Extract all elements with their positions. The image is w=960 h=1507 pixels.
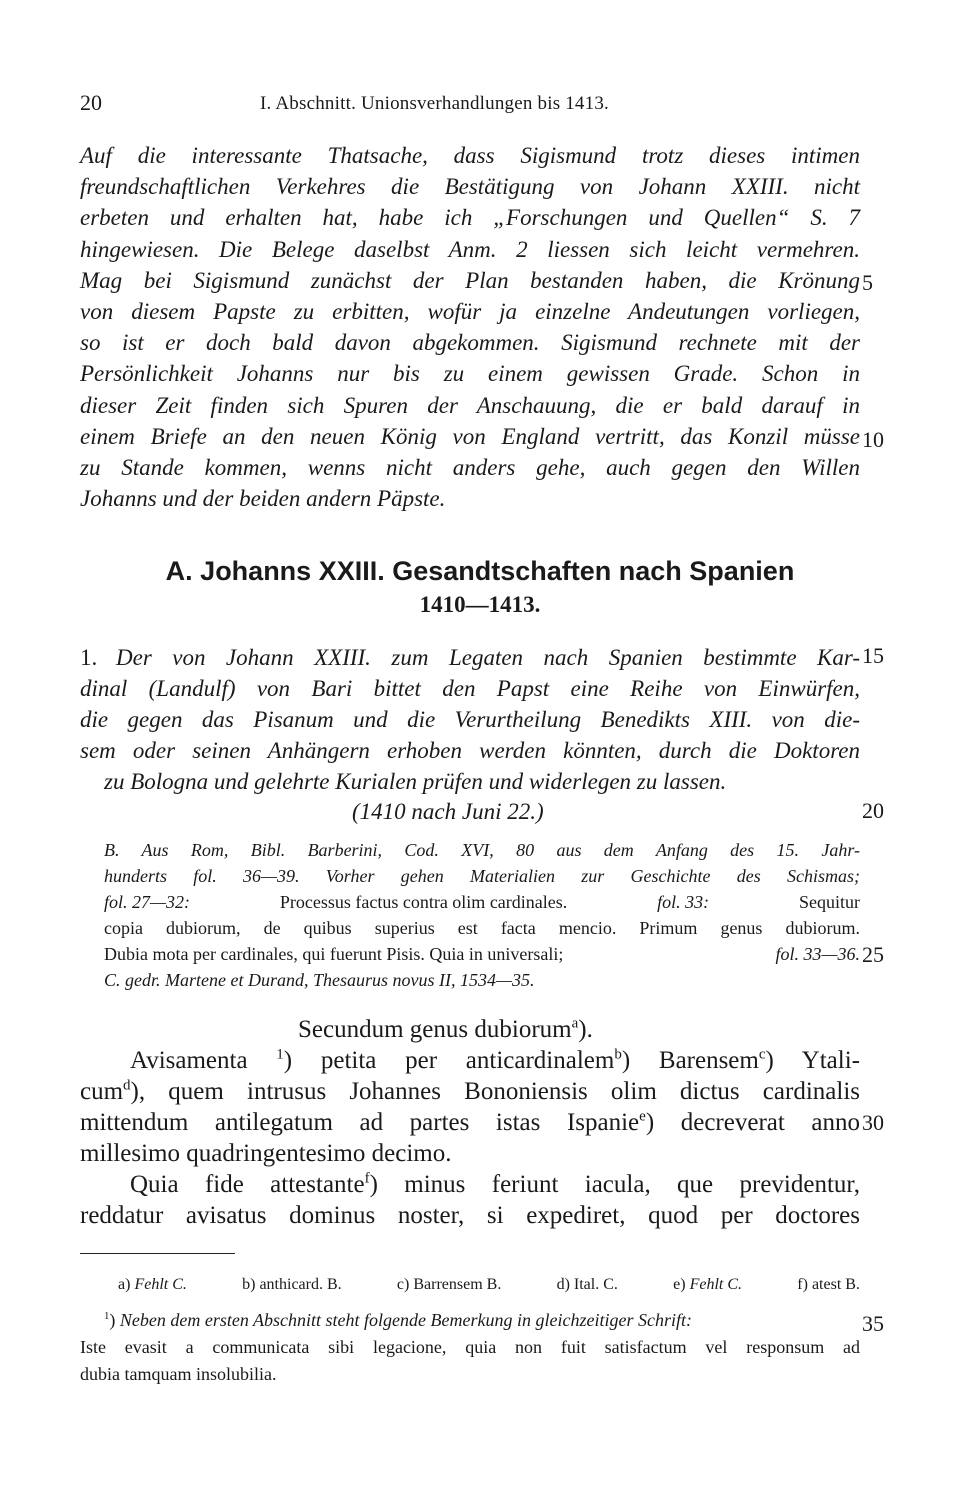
- text-line: reddatur avisatus dominus noster, si expediret, quod per doctores: [80, 1202, 860, 1229]
- variant-note: [118, 1276, 187, 1294]
- section-heading: A. Johanns XXIII. Gesandtschaften nach Spanien: [165, 556, 795, 586]
- variant-label: c): [396, 1276, 410, 1293]
- section-years: 1410—1413.: [419, 592, 541, 617]
- text-span: Ytali-: [801, 1047, 860, 1074]
- regest-line: dinal (Landulf) von Bari bittet den Papst eine Reihe von Einwürfen,: [80, 676, 860, 701]
- document-number: 1.: [80, 645, 98, 670]
- note-mark: e: [639, 1108, 646, 1125]
- text-line: mittendum antilegatum ad partes istas Ispanie$^e$) decreverat anno: [80, 1108, 860, 1136]
- text-span: , quem intrusus Johannes Bononiensis olim dictus cardinalis: [138, 1078, 860, 1105]
- line-number: 20: [862, 798, 884, 823]
- text-title-words: Secundum genus dubiorum: [298, 1016, 572, 1043]
- line-number: 30: [862, 1110, 884, 1135]
- variant-label: e): [673, 1276, 686, 1293]
- text-line: cum$^d$), quem intrusus Johannes Bononiensis olim dictus cardinalis: [80, 1077, 860, 1105]
- variant-text: Fehlt C.: [689, 1276, 743, 1293]
- text-span: decreverat anno: [680, 1109, 860, 1136]
- intro-line: einem Briefe an den neuen König von England vertritt, das Konzil müsse: [80, 424, 860, 449]
- variant-text: Ital. C.: [573, 1276, 618, 1293]
- regest-line: zu Bologna und gelehrte Kurialen prüfen und widerlegen zu lassen.: [104, 769, 727, 794]
- variant-note: [557, 1276, 618, 1294]
- text-span: Avisamenta: [130, 1047, 248, 1074]
- variant-text: atest B.: [811, 1276, 860, 1293]
- intro-line: erbeten und erhalten hat, habe ich „Forschungen und Quellen“ S. 7: [80, 205, 860, 230]
- source-latin: Processus factus contra olim cardinales.: [279, 892, 568, 912]
- source-latin: Sequitur: [798, 892, 860, 912]
- variant-note: [242, 1276, 342, 1294]
- note-mark: d: [123, 1077, 131, 1094]
- text-line: Quia fide attestante$^f$) minus feriunt iacula, que previdentur,: [130, 1170, 860, 1198]
- intro-line: freundschaftlichen Verkehres die Bestätigung von Johann XXIII. nicht: [80, 174, 860, 199]
- regest-line: Der von Johann XXIII. zum Legaten nach Spanien bestimmte Kar-: [116, 645, 860, 670]
- source-line: [104, 944, 860, 965]
- footnote-rule: [80, 1253, 235, 1254]
- variant-label: f): [797, 1276, 808, 1293]
- intro-line: Mag bei Sigismund zunächst der Plan bestanden haben, die Krönung: [80, 268, 860, 293]
- source-latin: Dubia mota per cardinales, qui fuerunt Pisis. Quia in universali;: [104, 944, 564, 964]
- footnote-line: dubia tamquam insolubilia.: [80, 1364, 277, 1384]
- source-fol: fol. 33:: [657, 892, 710, 912]
- text-span: Quia fide attestante: [130, 1171, 365, 1198]
- source-line: C. gedr. Martene et Durand, Thesaurus novus II, 1534—35.: [104, 970, 535, 990]
- source-line: B. Aus Rom, Bibl. Barberini, Cod. XVI, 80 aus dem Anfang des 15. Jahr-: [104, 840, 860, 860]
- note-mark: b: [614, 1046, 622, 1063]
- line-number: 15: [862, 643, 884, 668]
- intro-line: Johanns und der beiden andern Päpste.: [80, 486, 446, 511]
- text-span: minus feriunt iacula, que previdentur,: [404, 1171, 860, 1198]
- line-number: 5: [862, 270, 873, 295]
- regest-first-line: [80, 645, 860, 671]
- intro-line: zu Stande kommen, wenns nicht anders gehe, auch gegen den Willen: [80, 455, 860, 480]
- variant-text: anthicard. B.: [259, 1276, 342, 1293]
- text-span: mittendum antilegatum ad partes istas Ispanie: [80, 1109, 640, 1136]
- text-span: petita per anticardinalem: [320, 1047, 615, 1074]
- text-title: Secundum genus dubiorum$^a$).: [298, 1015, 593, 1043]
- footnote-line: Iste evasit a communicata sibi legacione, quia non fuit satisfactum vel responsum ad: [80, 1337, 860, 1357]
- variant-label: a): [118, 1276, 131, 1293]
- variant-notes: [118, 1276, 860, 1294]
- page-number: 20: [80, 90, 102, 115]
- text-line: Avisamenta $^1$) petita per anticardinalem$^b$) Barensem$^c$) Ytali-: [130, 1046, 860, 1074]
- variant-text: Barrensem B.: [413, 1276, 502, 1293]
- variant-note: [797, 1276, 860, 1294]
- note-mark: f: [364, 1170, 370, 1187]
- running-title: I. Abschnitt. Unionsverhandlungen bis 1413.: [260, 93, 609, 114]
- footnote-line: $^1$) Neben dem ersten Abschnitt steht folgende Bemerkung in gleichzeitiger Schrift:: [104, 1310, 692, 1330]
- text-line: millesimo quadringentesimo decimo.: [80, 1140, 452, 1167]
- variant-note: [673, 1276, 742, 1294]
- text-span: Barensem: [658, 1047, 759, 1074]
- variant-text: Fehlt C.: [134, 1276, 187, 1293]
- line-number: 25: [862, 942, 884, 967]
- source-line: copia dubiorum, de quibus superius est facta mencio. Primum genus dubiorum.: [104, 918, 860, 938]
- regest-date: (1410 nach Juni 22.): [352, 799, 544, 824]
- text-span: cum: [80, 1078, 124, 1105]
- note-mark: c: [758, 1046, 766, 1063]
- intro-line: von diesem Papste zu erbitten, wofür ja einzelne Andeutungen vorliegen,: [80, 299, 860, 324]
- intro-line: Auf die interessante Thatsache, dass Sigismund trotz dieses intimen: [80, 143, 860, 168]
- intro-line: hingewiesen. Die Belege daselbst Anm. 2 liessen sich leicht vermehren.: [80, 237, 860, 262]
- source-line: hunderts fol. 36—39. Vorher gehen Materialien zur Geschichte des Schismas;: [104, 866, 860, 886]
- variant-note: [397, 1276, 501, 1294]
- variant-label: d): [556, 1276, 570, 1293]
- variant-label: b): [242, 1276, 256, 1293]
- intro-line: Persönlichkeit Johanns nur bis zu einem gewissen Grade. Schon in: [80, 361, 860, 386]
- footnote-text: Neben dem ersten Abschnitt steht folgende Bemerkung in gleichzeitiger Schrift:: [119, 1310, 692, 1330]
- line-number: 35: [862, 1311, 884, 1336]
- source-fol: fol. 27—32:: [104, 892, 191, 912]
- line-number: 10: [862, 427, 884, 452]
- intro-line: so ist er doch bald davon abgekommen. Sigismund rechnete mit der: [80, 330, 860, 355]
- regest-line: sem oder seinen Anhängern erhoben werden könnten, durch die Doktoren: [80, 738, 860, 763]
- intro-line: dieser Zeit finden sich Spuren der Anschauung, die er bald darauf in: [80, 393, 860, 418]
- regest-line: die gegen das Pisanum und die Verurtheilung Benedikts XIII. von die-: [80, 707, 860, 732]
- note-mark: a: [571, 1015, 579, 1032]
- note-mark: 1: [104, 1310, 110, 1322]
- note-mark: 1: [276, 1046, 284, 1063]
- source-line: [104, 892, 860, 913]
- source-fol: fol. 33—36.: [775, 944, 860, 964]
